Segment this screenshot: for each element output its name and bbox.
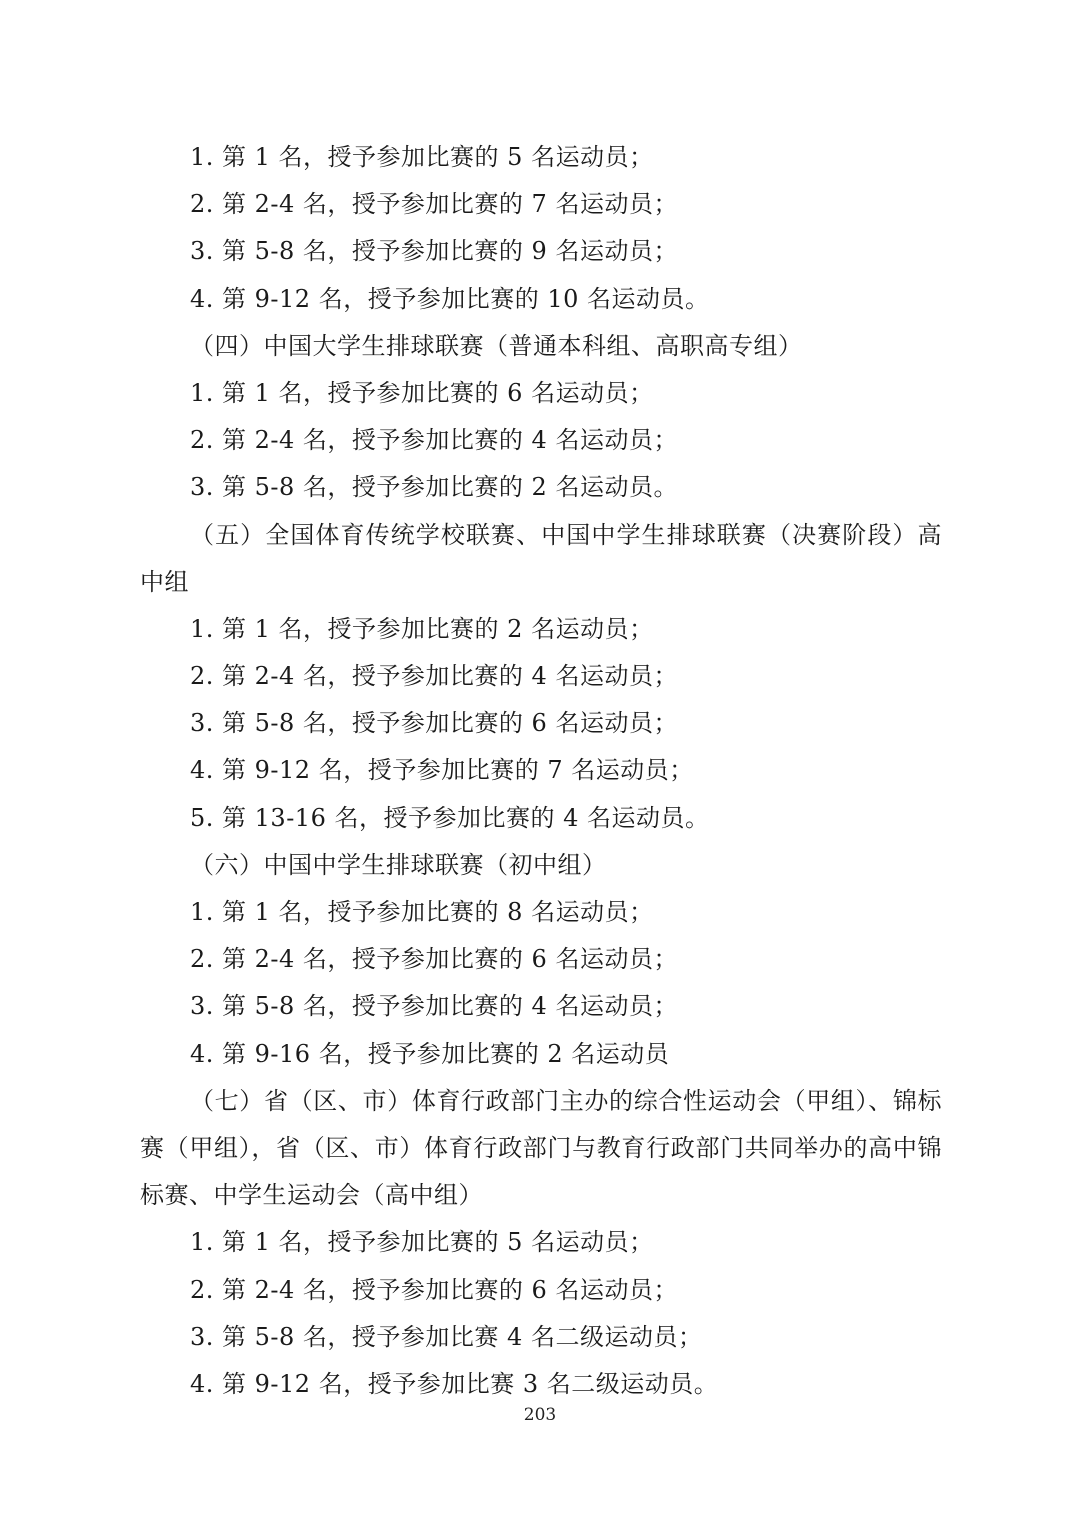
list-item: 3. 第 5-8 名，授予参加比赛 4 名二级运动员； [190, 1322, 703, 1351]
list-item: 2. 第 2-4 名，授予参加比赛的 7 名运动员； [190, 190, 678, 219]
list-item: 1. 第 1 名，授予参加比赛的 5 名运动员； [190, 143, 654, 171]
list-item: 4. 第 9-16 名，授予参加比赛的 2 名运动员 [190, 1039, 670, 1068]
list-item: 3. 第 5-8 名，授予参加比赛的 2 名运动员。 [190, 473, 678, 502]
list-item: 1. 第 1 名，授予参加比赛的 2 名运动员； [190, 614, 654, 643]
section-heading: （五）全国体育传统学校联赛、中国中学生排球联赛（决赛阶段）高中组 [140, 520, 942, 596]
list-item: 1. 第 1 名，授予参加比赛的 5 名运动员； [190, 1228, 654, 1257]
list-item: 1. 第 1 名，授予参加比赛的 8 名运动员； [190, 898, 654, 927]
list-item: 5. 第 13-16 名，授予参加比赛的 4 名运动员。 [190, 803, 710, 832]
list-item: 1. 第 1 名，授予参加比赛的 6 名运动员； [190, 378, 654, 407]
list-item: 2. 第 2-4 名，授予参加比赛的 4 名运动员； [190, 426, 678, 455]
list-item: 3. 第 5-8 名，授予参加比赛的 9 名运动员； [190, 237, 678, 266]
list-item: 2. 第 2-4 名，授予参加比赛的 6 名运动员； [190, 945, 678, 974]
section-heading: （四）中国大学生排球联赛（普通本科组、高职高专组） [190, 331, 803, 360]
list-item: 2. 第 2-4 名，授予参加比赛的 4 名运动员； [190, 662, 678, 691]
page-number: 203 [523, 1405, 557, 1425]
list-item: 3. 第 5-8 名，授予参加比赛的 6 名运动员； [190, 709, 678, 738]
list-item: 4. 第 9-12 名，授予参加比赛的 10 名运动员。 [190, 284, 710, 313]
section-heading: （六）中国中学生排球联赛（初中组） [190, 850, 607, 879]
list-item: 2. 第 2-4 名，授予参加比赛的 6 名运动员； [190, 1275, 678, 1304]
list-item: 4. 第 9-12 名，授予参加比赛的 7 名运动员； [190, 756, 694, 785]
document-body [140, 134, 942, 1408]
list-item: 3. 第 5-8 名，授予参加比赛的 4 名运动员； [190, 992, 678, 1021]
list-item: 4. 第 9-12 名，授予参加比赛 3 名二级运动员。 [190, 1369, 719, 1398]
section-heading: （七）省（区、市）体育行政部门主办的综合性运动会（甲组）、锦标赛（甲组），省（区、市）体育行政部门与教育行政部门共同举办的高中锦标赛、中学生运动会（高中组） [140, 1086, 942, 1210]
